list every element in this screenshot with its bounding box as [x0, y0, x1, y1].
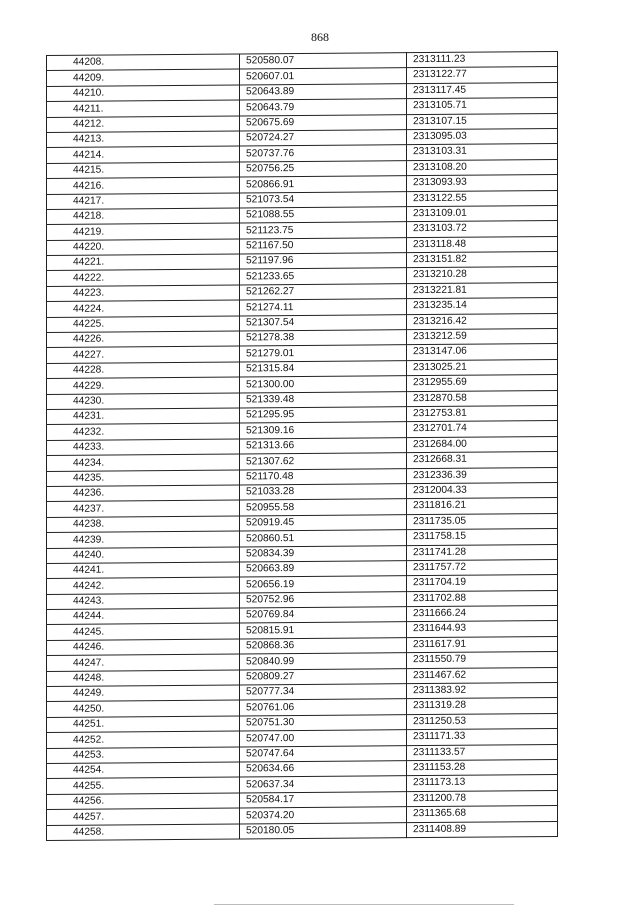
- y-coordinate-cell: 2313117.45: [407, 82, 558, 99]
- y-coordinate-cell: 2312753.81: [407, 405, 558, 422]
- y-coordinate-cell: 2312336.39: [407, 467, 558, 484]
- x-coordinate-cell: 521167.50: [240, 237, 407, 254]
- point-number-cell: 44240.: [47, 546, 240, 563]
- point-number-cell: 44245.: [47, 623, 240, 640]
- point-number-cell: 44247.: [47, 654, 240, 671]
- x-coordinate-cell: 521300.00: [240, 376, 407, 393]
- x-coordinate-cell: 521313.66: [240, 437, 407, 454]
- point-number-cell: 44218.: [47, 208, 240, 225]
- point-number-cell: 44253.: [47, 747, 240, 764]
- y-coordinate-cell: 2311757.72: [407, 559, 558, 576]
- point-number-cell: 44231.: [47, 408, 240, 425]
- y-coordinate-cell: 2312668.31: [407, 452, 558, 469]
- point-number-cell: 44258.: [47, 824, 240, 841]
- y-coordinate-cell: 2312870.58: [407, 390, 558, 407]
- x-coordinate-cell: 521307.54: [240, 314, 407, 331]
- x-coordinate-cell: 520809.27: [240, 668, 407, 685]
- y-coordinate-cell: 2313105.71: [407, 98, 558, 115]
- point-number-cell: 44227.: [47, 346, 240, 363]
- point-number-cell: 44230.: [47, 393, 240, 410]
- y-coordinate-cell: 2311741.28: [407, 544, 558, 561]
- point-number-cell: 44234.: [47, 454, 240, 471]
- point-number-cell: 44241.: [47, 562, 240, 579]
- y-coordinate-cell: 2312004.33: [407, 482, 558, 499]
- x-coordinate-cell: 520756.25: [240, 160, 407, 177]
- point-number-cell: 44256.: [47, 793, 240, 810]
- point-number-cell: 44219.: [47, 223, 240, 240]
- point-number-cell: 44246.: [47, 639, 240, 656]
- x-coordinate-cell: 520675.69: [240, 114, 407, 131]
- x-coordinate-cell: 520584.17: [240, 791, 407, 808]
- y-coordinate-cell: 2311200.78: [407, 790, 558, 807]
- x-coordinate-cell: 520834.39: [240, 545, 407, 562]
- x-coordinate-cell: 521279.01: [240, 345, 407, 362]
- point-number-cell: 44214.: [47, 146, 240, 163]
- point-number-cell: 44254.: [47, 762, 240, 779]
- y-coordinate-cell: 2313122.77: [407, 67, 558, 84]
- point-number-cell: 44222.: [47, 269, 240, 286]
- y-coordinate-cell: 2313103.31: [407, 144, 558, 161]
- x-coordinate-cell: 521170.48: [240, 468, 407, 485]
- point-number-cell: 44242.: [47, 577, 240, 594]
- point-number-cell: 44237.: [47, 500, 240, 517]
- x-coordinate-cell: 521262.27: [240, 284, 407, 301]
- point-number-cell: 44223.: [47, 285, 240, 302]
- point-number-cell: 44249.: [47, 685, 240, 702]
- point-number-cell: 44221.: [47, 254, 240, 271]
- point-number-cell: 44248.: [47, 670, 240, 687]
- point-number-cell: 44250.: [47, 700, 240, 717]
- point-number-cell: 44208.: [47, 54, 240, 71]
- x-coordinate-cell: 520752.96: [240, 591, 407, 608]
- x-coordinate-cell: 520656.19: [240, 576, 407, 593]
- x-coordinate-cell: 520866.91: [240, 176, 407, 193]
- point-number-cell: 44210.: [47, 85, 240, 102]
- x-coordinate-cell: 521197.96: [240, 253, 407, 270]
- y-coordinate-cell: 2311171.33: [407, 729, 558, 746]
- x-coordinate-cell: 521339.48: [240, 391, 407, 408]
- x-coordinate-cell: 520747.00: [240, 730, 407, 747]
- x-coordinate-cell: 520634.66: [240, 761, 407, 778]
- point-number-cell: 44217.: [47, 192, 240, 209]
- y-coordinate-cell: 2311408.89: [407, 821, 558, 838]
- x-coordinate-cell: 520374.20: [240, 807, 407, 824]
- point-number-cell: 44251.: [47, 716, 240, 733]
- y-coordinate-cell: 2311173.13: [407, 775, 558, 792]
- point-number-cell: 44244.: [47, 608, 240, 625]
- point-number-cell: 44229.: [47, 377, 240, 394]
- y-coordinate-cell: 2313151.82: [407, 252, 558, 269]
- y-coordinate-cell: 2311550.79: [407, 652, 558, 669]
- point-number-cell: 44239.: [47, 531, 240, 548]
- y-coordinate-cell: 2311250.53: [407, 713, 558, 730]
- x-coordinate-cell: 521073.54: [240, 191, 407, 208]
- table-row: [47, 821, 558, 840]
- y-coordinate-cell: 2313235.14: [407, 298, 558, 315]
- point-number-cell: 44212.: [47, 116, 240, 133]
- x-coordinate-cell: 520840.99: [240, 653, 407, 670]
- x-coordinate-cell: 520637.34: [240, 776, 407, 793]
- x-coordinate-cell: 520180.05: [240, 822, 407, 839]
- x-coordinate-cell: 520607.01: [240, 68, 407, 85]
- coordinates-table: [46, 51, 558, 841]
- y-coordinate-cell: 2313109.01: [407, 205, 558, 222]
- y-coordinate-cell: 2312955.69: [407, 375, 558, 392]
- y-coordinate-cell: 2311133.57: [407, 744, 558, 761]
- y-coordinate-cell: 2311617.91: [407, 636, 558, 653]
- point-number-cell: 44220.: [47, 239, 240, 256]
- point-number-cell: 44216.: [47, 177, 240, 194]
- point-number-cell: 44225.: [47, 316, 240, 333]
- y-coordinate-cell: 2311467.62: [407, 667, 558, 684]
- y-coordinate-cell: 2311644.93: [407, 621, 558, 638]
- y-coordinate-cell: 2311666.24: [407, 606, 558, 623]
- y-coordinate-cell: 2311735.05: [407, 513, 558, 530]
- y-coordinate-cell: 2313025.21: [407, 359, 558, 376]
- y-coordinate-cell: 2313118.48: [407, 236, 558, 253]
- x-coordinate-cell: 521033.28: [240, 484, 407, 501]
- point-number-cell: 44232.: [47, 423, 240, 440]
- y-coordinate-cell: 2313210.28: [407, 267, 558, 284]
- x-coordinate-cell: 521278.38: [240, 330, 407, 347]
- point-number-cell: 44209.: [47, 69, 240, 86]
- x-coordinate-cell: 521123.75: [240, 222, 407, 239]
- point-number-cell: 44255.: [47, 777, 240, 794]
- x-coordinate-cell: 521315.84: [240, 360, 407, 377]
- y-coordinate-cell: 2313147.06: [407, 344, 558, 361]
- x-coordinate-cell: 521307.62: [240, 453, 407, 470]
- y-coordinate-cell: 2311702.88: [407, 590, 558, 607]
- point-number-cell: 44213.: [47, 131, 240, 148]
- x-coordinate-cell: 520643.89: [240, 83, 407, 100]
- x-coordinate-cell: 520868.36: [240, 638, 407, 655]
- x-coordinate-cell: 520580.07: [240, 53, 407, 70]
- y-coordinate-cell: 2313108.20: [407, 159, 558, 176]
- x-coordinate-cell: 520663.89: [240, 561, 407, 578]
- y-coordinate-cell: 2312701.74: [407, 421, 558, 438]
- x-coordinate-cell: 521295.95: [240, 407, 407, 424]
- point-number-cell: 44233.: [47, 439, 240, 456]
- y-coordinate-cell: 2313212.59: [407, 329, 558, 346]
- y-coordinate-cell: 2313103.72: [407, 221, 558, 238]
- y-coordinate-cell: 2311153.28: [407, 759, 558, 776]
- point-number-cell: 44215.: [47, 162, 240, 179]
- x-coordinate-cell: 520761.06: [240, 699, 407, 716]
- x-coordinate-cell: 520737.76: [240, 145, 407, 162]
- y-coordinate-cell: 2313111.23: [407, 51, 558, 68]
- x-coordinate-cell: 520860.51: [240, 530, 407, 547]
- y-coordinate-cell: 2311816.21: [407, 498, 558, 515]
- point-number-cell: 44228.: [47, 362, 240, 379]
- x-coordinate-cell: 520955.58: [240, 499, 407, 516]
- x-coordinate-cell: 521233.65: [240, 268, 407, 285]
- point-number-cell: 44236.: [47, 485, 240, 502]
- x-coordinate-cell: 520919.45: [240, 514, 407, 531]
- y-coordinate-cell: 2313095.03: [407, 128, 558, 145]
- y-coordinate-cell: 2313107.15: [407, 113, 558, 130]
- x-coordinate-cell: 520643.79: [240, 99, 407, 116]
- page-number: 868: [311, 30, 329, 44]
- point-number-cell: 44243.: [47, 593, 240, 610]
- x-coordinate-cell: 520769.84: [240, 607, 407, 624]
- coordinates-table-body: [47, 51, 558, 840]
- point-number-cell: 44257.: [47, 808, 240, 825]
- y-coordinate-cell: 2313122.55: [407, 190, 558, 207]
- y-coordinate-cell: 2313216.42: [407, 313, 558, 330]
- point-number-cell: 44224.: [47, 300, 240, 317]
- x-coordinate-cell: 521309.16: [240, 422, 407, 439]
- x-coordinate-cell: 521274.11: [240, 299, 407, 316]
- y-coordinate-cell: 2313093.93: [407, 175, 558, 192]
- point-number-cell: 44235.: [47, 470, 240, 487]
- x-coordinate-cell: 520724.27: [240, 130, 407, 147]
- x-coordinate-cell: 520751.30: [240, 714, 407, 731]
- x-coordinate-cell: 520815.91: [240, 622, 407, 639]
- point-number-cell: 44226.: [47, 331, 240, 348]
- y-coordinate-cell: 2311319.28: [407, 698, 558, 715]
- y-coordinate-cell: 2311383.92: [407, 682, 558, 699]
- y-coordinate-cell: 2312684.00: [407, 436, 558, 453]
- coordinates-table-wrapper: [46, 51, 558, 841]
- y-coordinate-cell: 2311704.19: [407, 575, 558, 592]
- y-coordinate-cell: 2313221.81: [407, 282, 558, 299]
- x-coordinate-cell: 520747.64: [240, 745, 407, 762]
- y-coordinate-cell: 2311758.15: [407, 529, 558, 546]
- x-coordinate-cell: 520777.34: [240, 684, 407, 701]
- y-coordinate-cell: 2311365.68: [407, 806, 558, 823]
- point-number-cell: 44252.: [47, 731, 240, 748]
- point-number-cell: 44211.: [47, 100, 240, 117]
- x-coordinate-cell: 521088.55: [240, 207, 407, 224]
- point-number-cell: 44238.: [47, 516, 240, 533]
